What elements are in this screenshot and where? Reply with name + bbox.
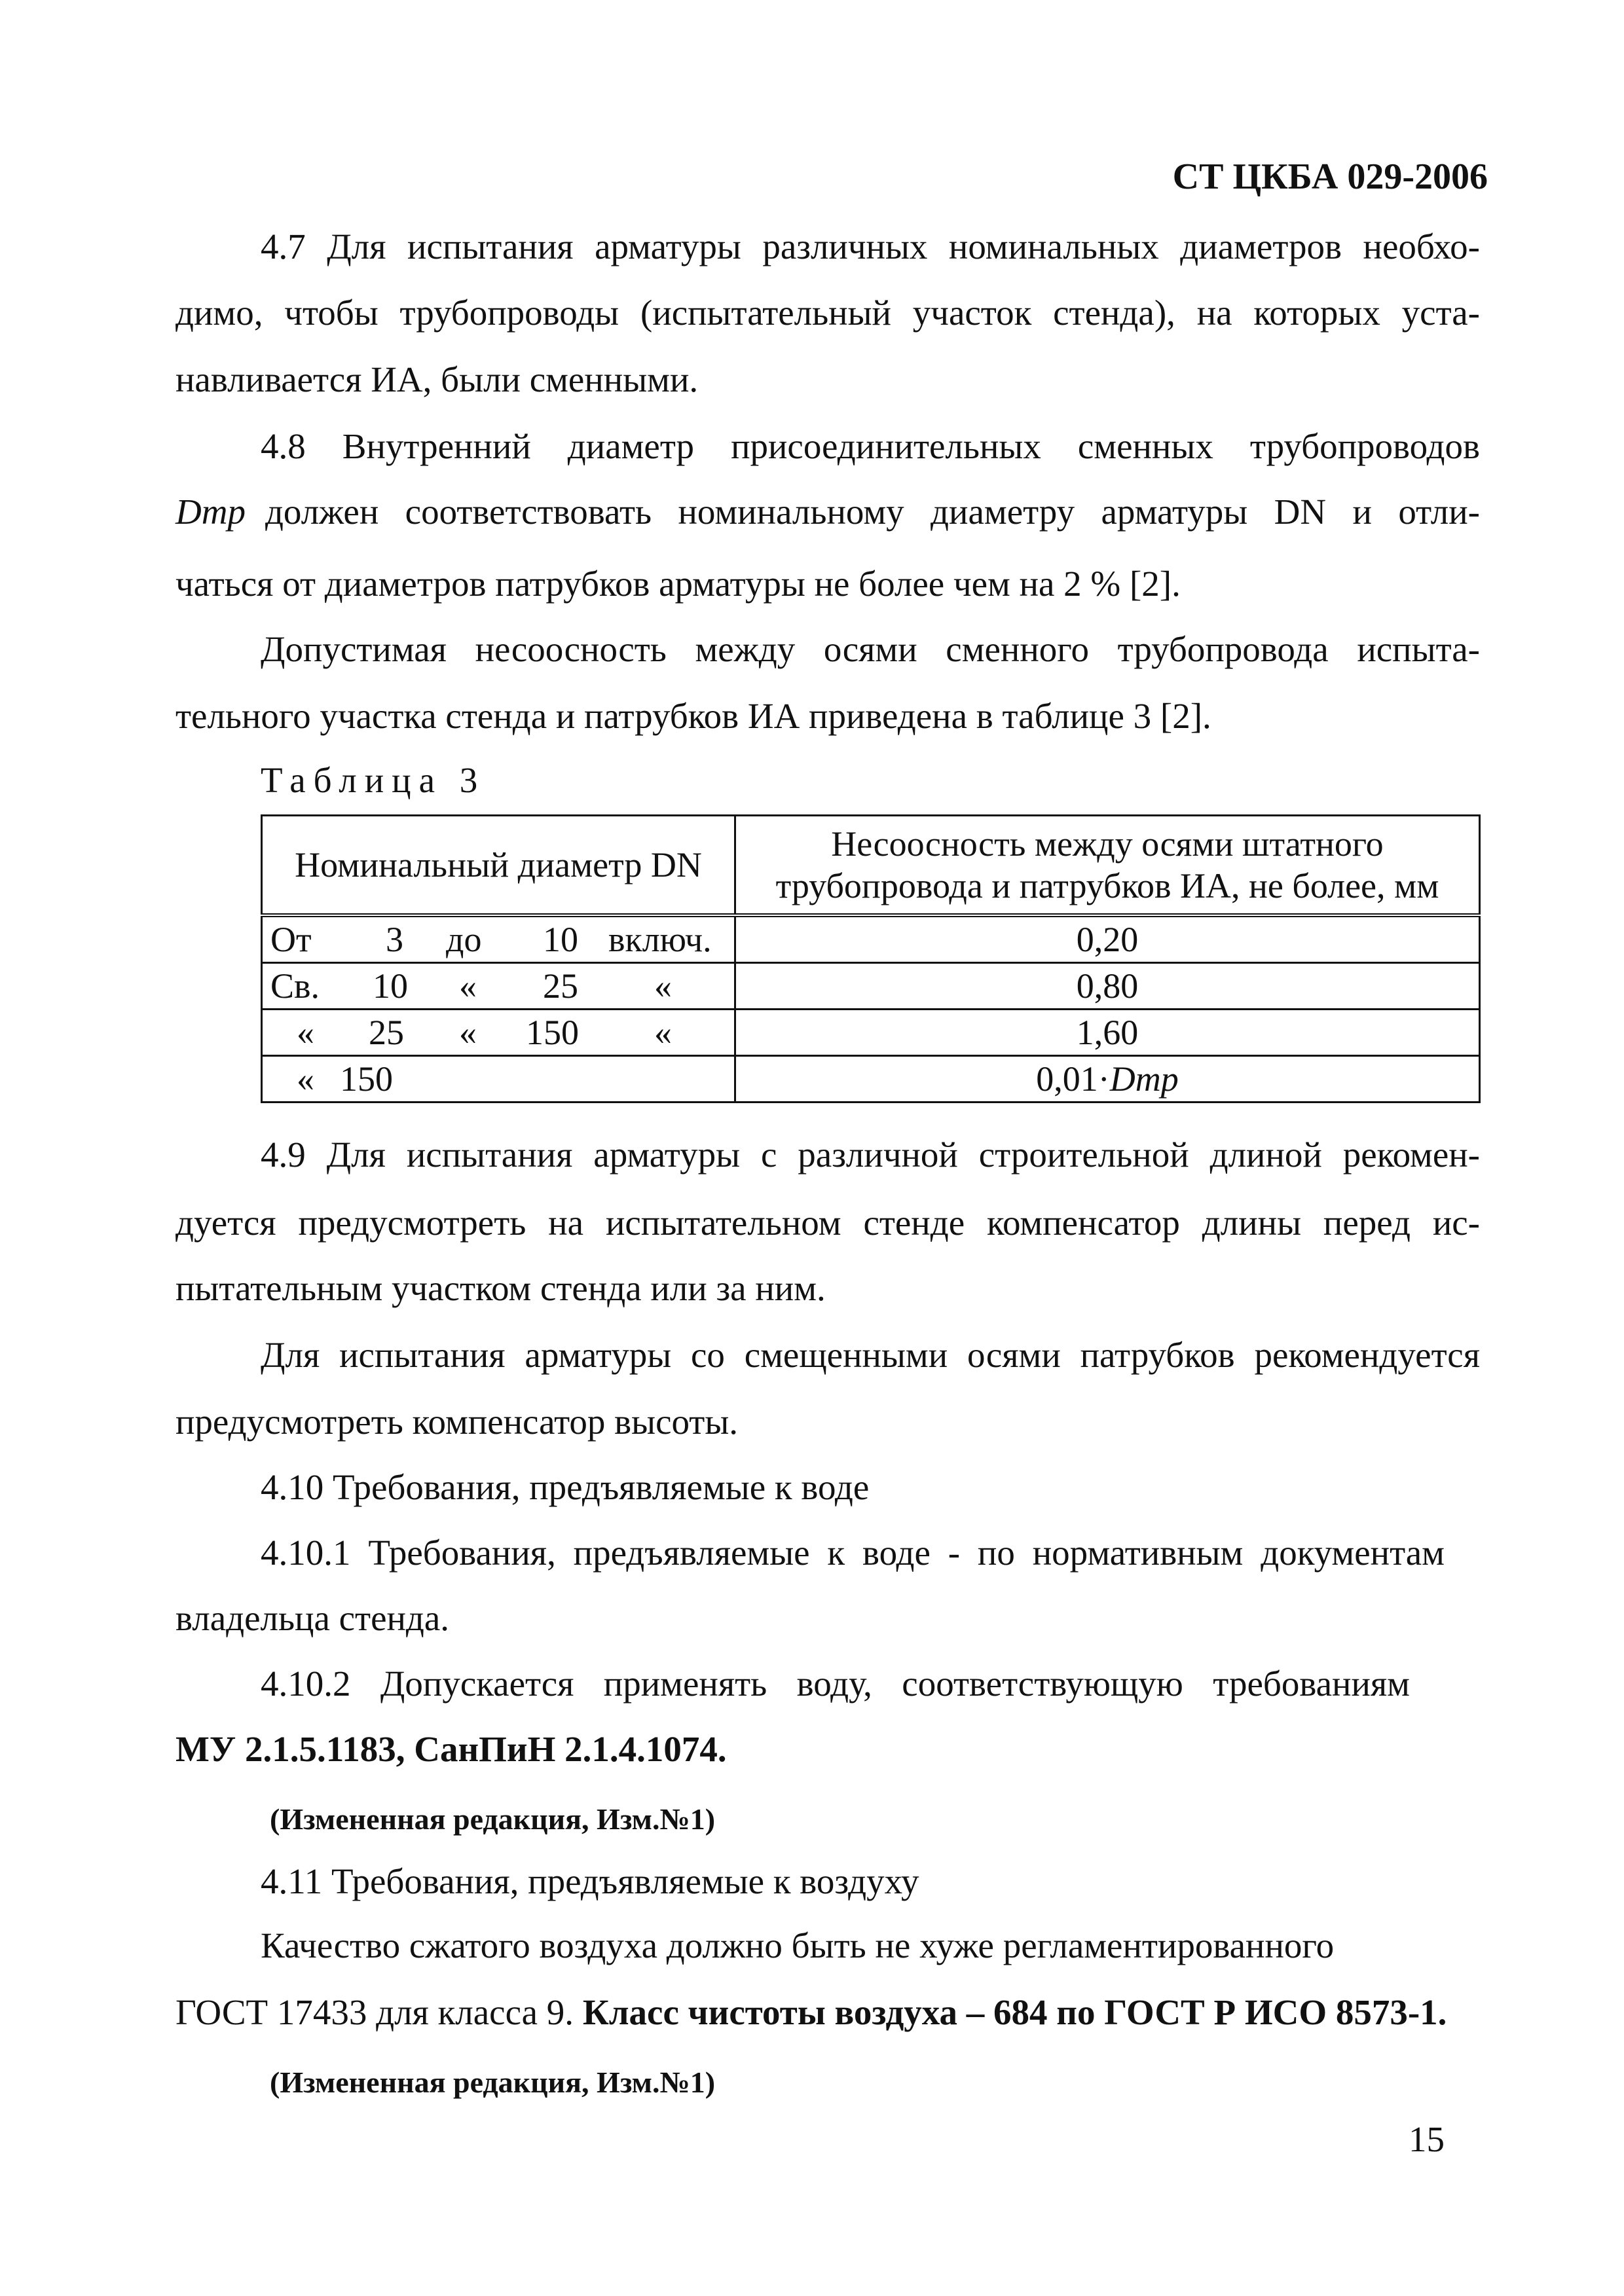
table-cell: [262, 1010, 735, 1056]
range-part: «: [654, 1013, 672, 1052]
text-line: Для испытания арматуры со смещенными осями патрубков рекомендуется: [261, 1335, 1480, 1375]
text-line: 4.9 Для испытания арматуры с различной строительной длиной рекомен-: [261, 1135, 1480, 1175]
text-line: владельца стенда.: [175, 1598, 450, 1638]
range-part: до: [446, 920, 482, 959]
range-part: 10: [373, 966, 408, 1006]
page-number: 15: [1409, 2119, 1445, 2159]
table-row: [262, 963, 1480, 1010]
paragraph-4-7: [261, 226, 1480, 267]
text-line: 4.7 Для испытания арматуры различных номинальных диаметров необхо-: [261, 227, 1480, 266]
paragraph-4-10-2: [261, 1663, 1410, 1704]
table-cell: [262, 1056, 735, 1102]
misalignment-value-prefix: 0,01·: [1036, 1059, 1110, 1099]
header-right-line: Несоосность между осями штатного: [831, 824, 1384, 864]
table-cell: [262, 915, 735, 963]
range-part: «: [459, 966, 477, 1006]
paragraph-offset-axes: [261, 1334, 1480, 1376]
table-cell: [735, 963, 1480, 1010]
text-line: 4.8 Внутренний диаметр присоединительных сменных трубопроводов: [261, 426, 1480, 466]
table-cell: [262, 963, 735, 1010]
table-header-row: [262, 816, 1480, 916]
range-part: Св.: [270, 966, 320, 1006]
range-part: 150: [526, 1013, 579, 1052]
text-line: чаться от диаметров патрубков арматуры не более чем на 2 % [2].: [175, 564, 1181, 604]
text-line: Допустимая несоосность между осями сменного трубопровода испыта-: [261, 629, 1480, 669]
text-fragment: должен соответствовать номинальному диаметру арматуры DN и отли-: [265, 492, 1480, 532]
table-cell: [735, 915, 1480, 963]
section-4-11-heading: 4.11 Требования, предъявляемые к воздуху: [261, 1861, 919, 1901]
amendment-note: (Измененная редакция, Изм.№1): [270, 1802, 716, 1836]
range-part: 25: [543, 966, 578, 1006]
text-line: [175, 1992, 1447, 2033]
amendment-note: (Измененная редакция, Изм.№1): [270, 2066, 716, 2099]
text-line: дуется предусмотреть на испытательном стенде компенсатор длины перед ис-: [175, 1203, 1480, 1243]
table-header-cell: [262, 816, 735, 916]
table-row: [262, 915, 1480, 963]
paragraph-4-8: [261, 426, 1480, 467]
table-row: [262, 1056, 1480, 1102]
header-left-text: Номинальный диаметр DN: [295, 845, 702, 884]
text-line: пытательным участком стенда или за ним.: [175, 1268, 826, 1308]
table-3: [261, 814, 1481, 1103]
table-row: [262, 1010, 1480, 1056]
table-header-cell: [735, 816, 1480, 916]
section-4-10-heading: 4.10 Требования, предъявляемые к воде: [261, 1467, 870, 1507]
table-cell: [735, 1056, 1480, 1102]
air-purity-class: Класс чистоты воздуха – 684 по ГОСТ Р ИСО 8573-1.: [582, 1992, 1447, 2032]
text-line: Качество сжатого воздуха должно быть не хуже регламентированного: [261, 1925, 1335, 1965]
range-part: 150: [340, 1059, 393, 1099]
range-part: 25: [369, 1013, 404, 1052]
range-part: От: [270, 920, 312, 959]
range-part: «: [459, 1013, 477, 1052]
table-caption: Таблица 3: [261, 760, 486, 800]
header-right-line: трубопровода и патрубков ИА, не более, мм: [775, 866, 1439, 905]
range-part: «: [297, 1059, 314, 1099]
range-part: «: [654, 966, 672, 1006]
norm-references: МУ 2.1.5.1183, СанПиН 2.1.4.1074.: [175, 1729, 727, 1769]
text-line: 4.10.1 Требования, предъявляемые к воде - по нормативным документам: [261, 1533, 1445, 1573]
paragraph-misalignment: [261, 629, 1480, 670]
text-line: [175, 491, 1480, 532]
paragraph-4-10-1: [261, 1532, 1445, 1573]
misalignment-value: 0,20: [1076, 920, 1139, 959]
range-part: включ.: [608, 920, 712, 959]
text-line: димо, чтобы трубопроводы (испытательный участок стенда), на которых уста-: [175, 293, 1480, 333]
document-code: СТ ЦКБА 029-2006: [1172, 156, 1488, 197]
range-part: «: [297, 1013, 314, 1052]
text-line: 4.10.2 Допускается применять воду, соответствующую требованиям: [261, 1664, 1410, 1704]
paragraph-4-9: [261, 1134, 1480, 1175]
misalignment-value: 0,80: [1076, 966, 1139, 1006]
text-line: тельного участка стенда и патрубков ИА приведена в таблице 3 [2].: [175, 696, 1211, 736]
table-cell: [735, 1010, 1480, 1056]
dtr-symbol: Dтр: [1109, 1059, 1179, 1099]
text-fragment: ГОСТ 17433 для класса 9.: [175, 1992, 583, 2032]
range-part: 10: [543, 920, 578, 959]
misalignment-value: 1,60: [1076, 1013, 1139, 1052]
text-line: предусмотреть компенсатор высоты.: [175, 1402, 739, 1442]
dtr-symbol: Dтр: [175, 492, 246, 532]
range-part: 3: [386, 920, 403, 959]
text-line: навливается ИА, были сменными.: [175, 359, 699, 399]
